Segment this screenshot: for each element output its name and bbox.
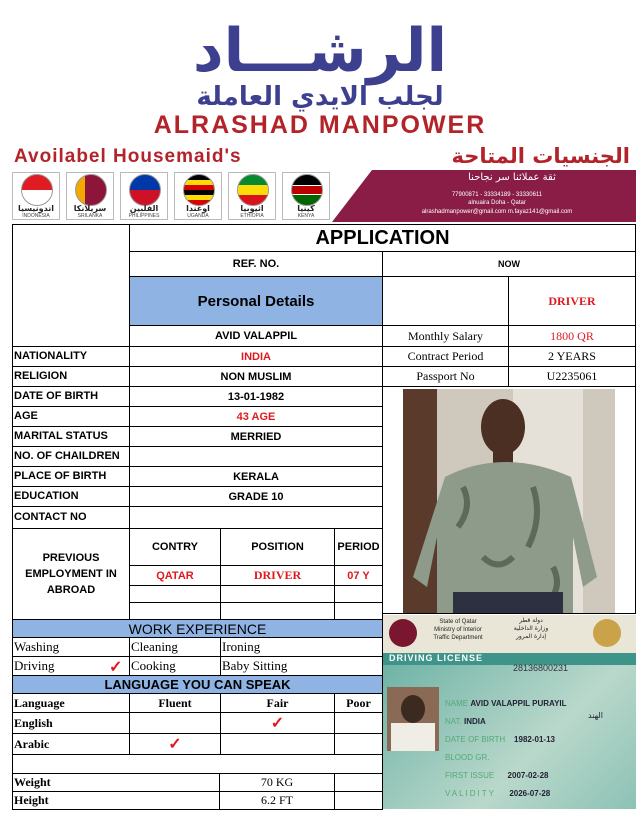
flag-label-english: PHILIPPINES	[128, 213, 160, 219]
license-fields	[445, 695, 633, 803]
value-marital-status: MERRIED	[129, 426, 383, 447]
license-shirt	[391, 723, 435, 751]
arabic-fluent-check-icon: ✓	[168, 736, 182, 753]
value-age: 43 AGE	[129, 406, 383, 427]
english-fair-check-icon: ✓	[270, 715, 285, 732]
flag-ethiopia	[228, 172, 276, 220]
contact-banner	[332, 170, 636, 222]
personal-details-heading: Personal Details	[129, 276, 383, 326]
flag-label-english: SRILANKA	[77, 213, 103, 219]
license-authority-english	[423, 618, 493, 642]
license-department: Traffic Department	[433, 635, 483, 641]
license-validity-row	[445, 785, 633, 803]
ethiopia-flag-icon	[237, 174, 269, 206]
company-name: ALRASHAD MANPOWER	[153, 111, 487, 139]
license-dob-row	[445, 731, 633, 749]
value-contact-no	[129, 506, 383, 529]
flag-label-english: ETHIOPIA	[240, 213, 264, 219]
license-authority-arabic	[501, 617, 561, 641]
flag-indonesia	[12, 172, 60, 220]
label-date-of-birth: DATE OF BIRTH	[12, 386, 130, 407]
arabic-fluent-cell	[129, 733, 221, 755]
blank-cell	[334, 585, 383, 603]
license-name-value: AVID VALAPPIL PURAYIL	[470, 699, 567, 708]
english-poor-cell	[334, 712, 383, 734]
blank-cell	[129, 602, 221, 620]
flag-uganda	[174, 172, 222, 220]
license-state-ar: دولة قطر	[519, 617, 543, 624]
blank-cell	[334, 773, 383, 792]
work-driving: Driving	[14, 658, 55, 673]
srilanka-flag-icon	[75, 174, 107, 206]
label-education: EDUCATION	[12, 486, 130, 507]
available-nationalities-arabic: الجنسيات المتاحة	[451, 144, 630, 168]
work-baby-sitting: Baby Sitting	[220, 656, 383, 676]
contract-period-value: 2 YEARS	[508, 346, 636, 367]
logo-arabic: الرشـــاد	[192, 16, 448, 86]
qatar-emblem-icon	[389, 619, 417, 647]
value-education: GRADE 10	[129, 486, 383, 507]
traffic-emblem-icon	[593, 619, 621, 647]
languages-heading: LANGUAGE YOU CAN SPEAK	[12, 675, 383, 694]
value-religion: NON MUSLIM	[129, 366, 383, 387]
license-nat-row	[445, 713, 633, 731]
employment-country: QATAR	[129, 565, 221, 586]
value-nationality: INDIA	[129, 346, 383, 367]
arabic-poor-cell	[334, 733, 383, 755]
language-arabic: Arabic	[12, 733, 130, 755]
license-state: State of Qatar	[439, 619, 477, 625]
application-title: APPLICATION	[129, 224, 636, 252]
label-marital-status: MARITAL STATUS	[12, 426, 130, 447]
applicant-name: AVID VALAPPIL	[129, 325, 383, 347]
passport-label: Passport No	[382, 366, 509, 387]
blank-cell	[334, 791, 383, 810]
flag-label-arabic: كينيا	[297, 204, 315, 213]
license-first-issue-value: 2007-02-28	[507, 771, 549, 780]
flag-label-english: INDONESIA	[22, 213, 50, 219]
license-nat-label: NAT.	[445, 717, 462, 726]
passport-value: U2235061	[508, 366, 636, 387]
work-washing: Washing	[12, 637, 130, 657]
blank-cell	[220, 602, 335, 620]
work-driving-cell	[12, 656, 130, 676]
license-dob-label: DATE OF BIRTH	[445, 735, 506, 744]
english-fluent-cell	[129, 712, 221, 734]
flag-label-arabic: اثيوبيا	[240, 204, 264, 213]
label-place-of-birth: PLACE OF BIRTH	[12, 466, 130, 487]
applicant-photo	[382, 386, 636, 614]
blank-row	[12, 754, 383, 774]
employment-country-header: CONTRY	[129, 528, 221, 566]
license-blood-label: BLOOD GR.	[445, 753, 490, 762]
flag-label-english: UGANDA	[187, 213, 209, 219]
employment-position-header: POSITION	[220, 528, 335, 566]
license-blood-row	[445, 749, 633, 767]
license-nat-value: INDIA	[463, 717, 486, 726]
employment-position: DRIVER	[220, 565, 335, 586]
flag-label-arabic: اندونيسيا	[17, 204, 55, 213]
license-validity-label: VALIDITY	[445, 789, 496, 798]
driving-check-icon: ✓	[109, 659, 123, 676]
blank-cell	[129, 585, 221, 603]
uganda-flag-icon	[183, 174, 215, 206]
work-cleaning: Cleaning	[129, 637, 221, 657]
label-contact-no: CONTACT NO	[12, 506, 130, 529]
previous-employment-label: PREVIOUS EMPLOYMENT IN ABROAD	[12, 528, 130, 620]
ref-status: NOW	[382, 251, 636, 277]
blank-name-label-cell	[12, 325, 130, 347]
blank-cell	[382, 276, 509, 326]
banner-emails: alrashadmanpower@gmail.com m.fayaz141@gmail.com	[421, 209, 573, 215]
available-housemaids-title: Avoilabel Housemaid's	[14, 146, 242, 167]
label-age: AGE	[12, 406, 130, 427]
license-first-issue-row	[445, 767, 633, 785]
monthly-salary-label: Monthly Salary	[382, 325, 509, 347]
english-fair-cell	[220, 712, 335, 734]
contract-period-label: Contract Period	[382, 346, 509, 367]
ref-no-label: REF. NO.	[129, 251, 383, 277]
license-ministry-ar: وزارة الداخلية	[513, 625, 549, 632]
license-ministry: Ministry of Interior	[434, 627, 482, 633]
flag-kenya	[282, 172, 330, 220]
monthly-salary-value: 1800 QR	[508, 325, 636, 347]
flag-label-arabic: الفلبين	[129, 204, 159, 213]
value-children	[129, 446, 383, 467]
work-experience-heading: WORK EXPERIENCE	[12, 619, 383, 638]
license-number: 28136800231	[513, 663, 569, 673]
license-heading: DRIVING LICENSE	[383, 653, 636, 665]
fluent-col-header: Fluent	[129, 693, 221, 713]
subtitle-arabic: لجلب الايدي العاملة	[196, 82, 444, 112]
work-ironing: Ironing	[220, 637, 383, 657]
label-religion: RELIGION	[12, 366, 130, 387]
banner-phones: 77900871 - 33334189 - 33330611	[451, 192, 543, 198]
blank-cell	[220, 585, 335, 603]
driving-license-image	[383, 615, 636, 809]
language-col-header: Language	[12, 693, 130, 713]
job-title: DRIVER	[508, 276, 636, 326]
license-first-issue-label: FIRST ISSUE	[445, 771, 495, 780]
license-dob-value: 1982-01-13	[514, 735, 555, 744]
employment-period: 07 Y	[334, 565, 383, 586]
license-nat-arabic: الهند	[588, 711, 603, 720]
license-name-label: NAME	[445, 699, 469, 708]
value-place-of-birth: KERALA	[129, 466, 383, 487]
license-face	[401, 695, 425, 723]
banner-tagline: ثقة عملائنا سر نجاحنا	[468, 172, 556, 183]
banner-address: alnuaira Doha - Qatar	[468, 200, 526, 206]
language-english: English	[12, 712, 130, 734]
height-value: 6.2 FT	[219, 791, 335, 810]
flag-bar	[12, 170, 636, 222]
flag-philippines	[120, 172, 168, 220]
employment-period-header: PERIOD	[334, 528, 383, 566]
flag-label-arabic: سريلانكا	[73, 204, 107, 213]
weight-value: 70 KG	[219, 773, 335, 792]
license-photo	[387, 687, 439, 751]
weight-label: Weight	[12, 773, 220, 792]
poor-col-header: Poor	[334, 693, 383, 713]
value-date-of-birth: 13-01-1982	[129, 386, 383, 407]
arabic-fair-cell	[220, 733, 335, 755]
kenya-flag-icon	[291, 174, 323, 206]
philippines-flag-icon	[129, 174, 161, 206]
license-name-row	[445, 695, 633, 713]
label-children: NO. OF CHAILDREN	[12, 446, 130, 467]
indonesia-flag-icon	[21, 174, 53, 206]
blank-cell	[334, 602, 383, 620]
flag-label-english: KENYA	[297, 213, 315, 219]
license-validity-value: 2026-07-28	[509, 789, 551, 798]
flag-label-arabic: اوغندا	[186, 204, 210, 213]
applicant-photo-graphic	[383, 387, 636, 614]
fair-col-header: Fair	[220, 693, 335, 713]
label-nationality: NATIONALITY	[12, 346, 130, 367]
height-label: Height	[12, 791, 220, 810]
flag-srilanka	[66, 172, 114, 220]
license-department-ar: إدارة المرور	[515, 633, 547, 640]
work-cooking: Cooking	[129, 656, 221, 676]
license-header	[383, 615, 636, 653]
